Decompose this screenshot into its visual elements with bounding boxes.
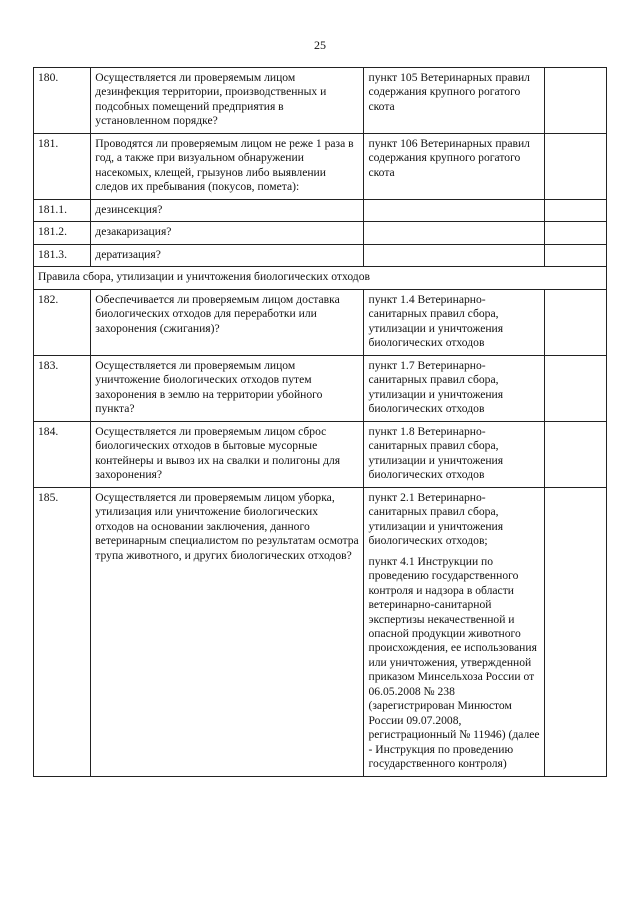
table-row [34, 199, 607, 221]
row-reference [364, 487, 544, 776]
section-title: Правила сбора, утилизации и уничтожения биологических отходов [34, 267, 607, 289]
row-question: дезакаризация? [91, 222, 364, 244]
row-number: 184. [34, 421, 91, 487]
reference-paragraph: пункт 105 Ветеринарных правил содержания крупного рогатого скота [368, 71, 530, 113]
table-row [34, 487, 607, 776]
row-number: 181. [34, 133, 91, 199]
row-number: 180. [34, 68, 91, 134]
row-question: дезинсекция? [91, 199, 364, 221]
table-row [34, 355, 607, 421]
reference-paragraph: пункт 1.8 Ветеринарно-санитарных правил сбора, утилизации и уничтожения биологических отходов [368, 424, 504, 482]
row-number: 185. [34, 487, 91, 776]
answer-cell[interactable] [544, 244, 606, 266]
row-reference [364, 68, 544, 134]
row-question: Осуществляется ли проверяемым лицом уборка, утилизация или уничтожение биологических отходов на основании заключения, данного ветеринарным специалистом по результатам осмотра трупа животного, и других биологических отходов? [91, 487, 364, 776]
reference-paragraph: пункт 106 Ветеринарных правил содержания крупного рогатого скота [368, 136, 530, 179]
row-reference [364, 222, 544, 244]
reference-paragraph: пункт 4.1 Инструкции по проведению государственного контроля и надзора в области ветеринарно-санитарной экспертизы некачественной и опасной продукции животного происхождения, ее использования или уничтожения, утвержденной приказом Минсельхоза России от 06.05.2008 № 238 (зарегистрирован Минюстом России 09.07.2008, регистрационный № 11946) (далее - Инструкция по проведению государственного контроля) [368, 554, 540, 771]
row-question: Осуществляется ли проверяемым лицом дезинфекция территории, производственных и подсобных помещений предприятия в установленном порядке? [91, 68, 364, 134]
checklist-table [33, 67, 607, 777]
row-question: дератизация? [91, 244, 364, 266]
row-reference [364, 355, 544, 421]
table-row [34, 244, 607, 266]
page-number: 25 [314, 38, 326, 52]
row-question: Осуществляется ли проверяемым лицом сброс биологических отходов в бытовые мусорные контейнеры и вывоз их на свалки и полигоны для захоронения? [91, 421, 364, 487]
reference-paragraph: пункт 1.7 Ветеринарно-санитарных правил сбора, утилизации и уничтожения биологических отходов [368, 358, 504, 416]
row-reference [364, 199, 544, 221]
row-number: 181.1. [34, 199, 91, 221]
row-reference [364, 421, 544, 487]
row-number: 182. [34, 289, 91, 355]
section-row [34, 267, 607, 289]
row-reference [364, 244, 544, 266]
row-reference [364, 133, 544, 199]
row-number: 183. [34, 355, 91, 421]
table-row [34, 222, 607, 244]
answer-cell[interactable] [544, 355, 606, 421]
row-question: Проводятся ли проверяемым лицом не реже 1 раза в год, а также при визуальном обнаружении насекомых, клещей, грызунов либо выявлении следов их пребывания (покусов, помета): [91, 133, 364, 199]
answer-cell[interactable] [544, 487, 606, 776]
answer-cell[interactable] [544, 133, 606, 199]
table-row [34, 421, 607, 487]
row-number: 181.2. [34, 222, 91, 244]
table-row [34, 133, 607, 199]
reference-paragraph: пункт 2.1 Ветеринарно-санитарных правил сбора, утилизации и уничтожения биологических отходов; [368, 490, 504, 548]
row-reference [364, 289, 544, 355]
answer-cell[interactable] [544, 199, 606, 221]
row-number: 181.3. [34, 244, 91, 266]
table-row [34, 289, 607, 355]
answer-cell[interactable] [544, 222, 606, 244]
row-question: Осуществляется ли проверяемым лицом уничтожение биологических отходов путем захоронения в землю на территории убойного пункта? [91, 355, 364, 421]
answer-cell[interactable] [544, 289, 606, 355]
answer-cell[interactable] [544, 68, 606, 134]
answer-cell[interactable] [544, 421, 606, 487]
row-question: Обеспечивается ли проверяемым лицом доставка биологических отходов для переработки или захоронения (сжигания)? [91, 289, 364, 355]
reference-paragraph: пункт 1.4 Ветеринарно-санитарных правил сбора, утилизации и уничтожения биологических отходов [368, 292, 504, 350]
table-row [34, 68, 607, 134]
